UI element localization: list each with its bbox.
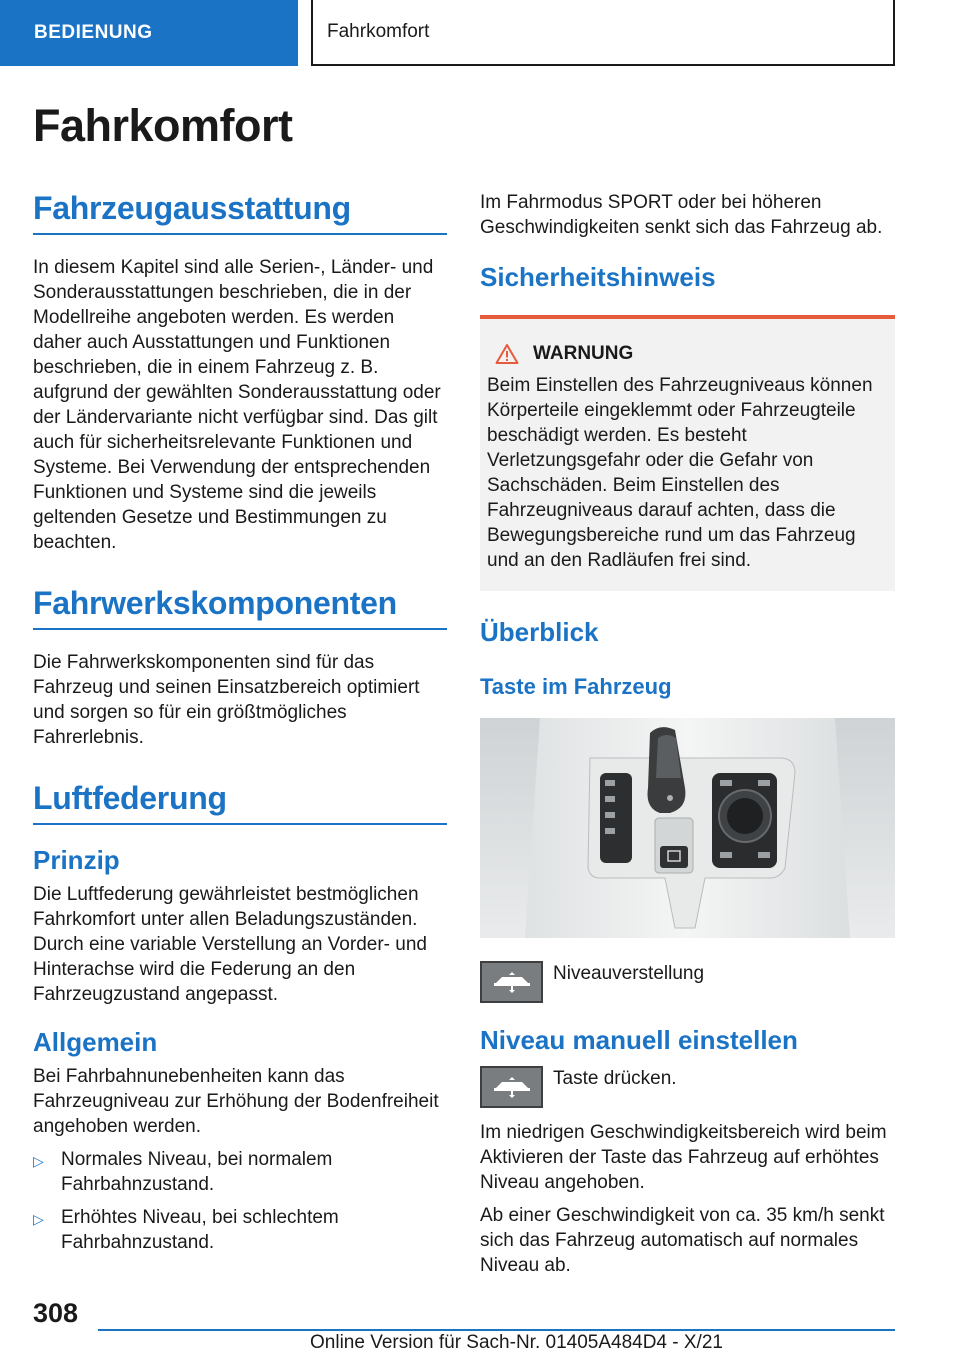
page-title: Fahrkomfort — [33, 100, 293, 151]
paragraph-fahrwerk: Die Fahrwerkskomponenten sind für das Fahrzeug und seinen Einsatzbereich optimiert und sorgen so für ein größtmögliches Fahrerlebnis. — [33, 652, 420, 748]
heading-niveau-manuell: Niveau manuell einstellen — [480, 1025, 798, 1055]
section-tab — [0, 0, 298, 66]
triangle-bullet-icon: ▷ — [33, 1153, 44, 1169]
paragraph-taste: Taste drücken. — [553, 1068, 677, 1089]
paragraph-niedrig: Im niedrigen Geschwindigkeitsbereich wird beim Aktivieren der Taste das Fahrzeug auf erhöhtes Niveau angehoben. — [480, 1122, 887, 1193]
heading-ueberblick: Überblick — [480, 617, 599, 647]
paragraph-prinzip: Die Luftfederung gewährleistet bestmöglichen Fahrkomfort unter allen Beladungszuständen. Durch eine variable Verstellung an Vorder- und Hinterachse wird die Federung an den Fahrzeugzustand angepasst. — [33, 884, 427, 1005]
press-key-row — [480, 1066, 895, 1108]
heading-allgemein: Allgemein — [33, 1027, 158, 1057]
footer-divider — [98, 1329, 895, 1331]
left-column — [33, 190, 447, 1263]
heading-prinzip: Prinzip — [33, 845, 120, 875]
breadcrumb — [311, 0, 895, 66]
level-adjust-key-icon — [480, 961, 543, 1003]
center-console-photo — [480, 718, 895, 938]
warning-text: Beim Einstellen des Fahrzeugniveaus können Körperteile eingeklemmt oder Fahrzeugteile beschädigt werden. Es besteht Verletzungsgefahr oder die Gefahr von Sachschäden. Beim Einstellen des Fahrzeugniveaus darauf achten, dass die Bewegungsbereiche rund um das Fahrzeug und an den Radläufen frei sind. — [487, 375, 873, 571]
list-item: ▷ Normales Niveau, bei normalem Fahrbahnzustand. — [33, 1149, 333, 1195]
triangle-bullet-icon: ▷ — [33, 1211, 44, 1227]
heading-fahrzeugausstattung: Fahrzeugausstattung — [33, 190, 447, 235]
breadcrumb-label: Fahrkomfort — [327, 21, 430, 42]
paragraph-ab: Ab einer Geschwindigkeit von ca. 35 km/h senkt sich das Fahrzeug automatisch auf normales Niveau ab. — [480, 1205, 885, 1276]
page-number: 308 — [33, 1298, 79, 1328]
heading-taste-im-fahrzeug: Taste im Fahrzeug — [480, 674, 672, 699]
section-label: BEDIENUNG — [34, 22, 153, 43]
level-adjust-key-icon — [480, 1066, 543, 1108]
key-legend-row — [480, 961, 895, 1003]
warning-label: WARNUNG — [533, 343, 634, 364]
paragraph-ausstattung: In diesem Kapitel sind alle Serien-, Länder- und Sonderausstattungen beschrieben, die in der Modellreihe angeboten werden. Es werden daher auch Ausstattungen und Funktionen beschrieben, die in einem Fahrzeug z. B. aufgrund der gewählten Sonderausstattung oder der Ländervariante nicht verfügbar sind. Das gilt auch für sicherheitsrelevante Funktionen und Systeme. Bei Verwendung der entsprechenden Funktionen und Systeme sind die jeweils geltenden Gesetze und Bestimmungen zu beachten. — [33, 257, 441, 553]
footer-text: Online Version für Sach-Nr. 01405A484D4 - X/21 — [310, 1332, 723, 1353]
warning-triangle-icon — [495, 343, 519, 365]
heading-luftfederung: Luftfederung — [33, 780, 447, 825]
paragraph-sport: Im Fahrmodus SPORT oder bei höheren Geschwindigkeiten senkt sich das Fahrzeug ab. — [480, 192, 883, 238]
bullet-list — [33, 1147, 447, 1255]
heading-sicherheitshinweis: Sicherheitshinweis — [480, 262, 716, 292]
list-item: ▷ Erhöhtes Niveau, bei schlechtem Fahrbahnzustand. — [33, 1207, 339, 1253]
warning-box — [480, 315, 895, 591]
heading-fahrwerkskomponenten: Fahrwerkskomponenten — [33, 585, 447, 630]
paragraph-allgemein: Bei Fahrbahnunebenheiten kann das Fahrzeugniveau zur Erhöhung der Bodenfreiheit angehoben werden. — [33, 1066, 439, 1137]
right-column — [480, 190, 895, 1286]
key-caption: Niveauverstellung — [553, 963, 705, 984]
